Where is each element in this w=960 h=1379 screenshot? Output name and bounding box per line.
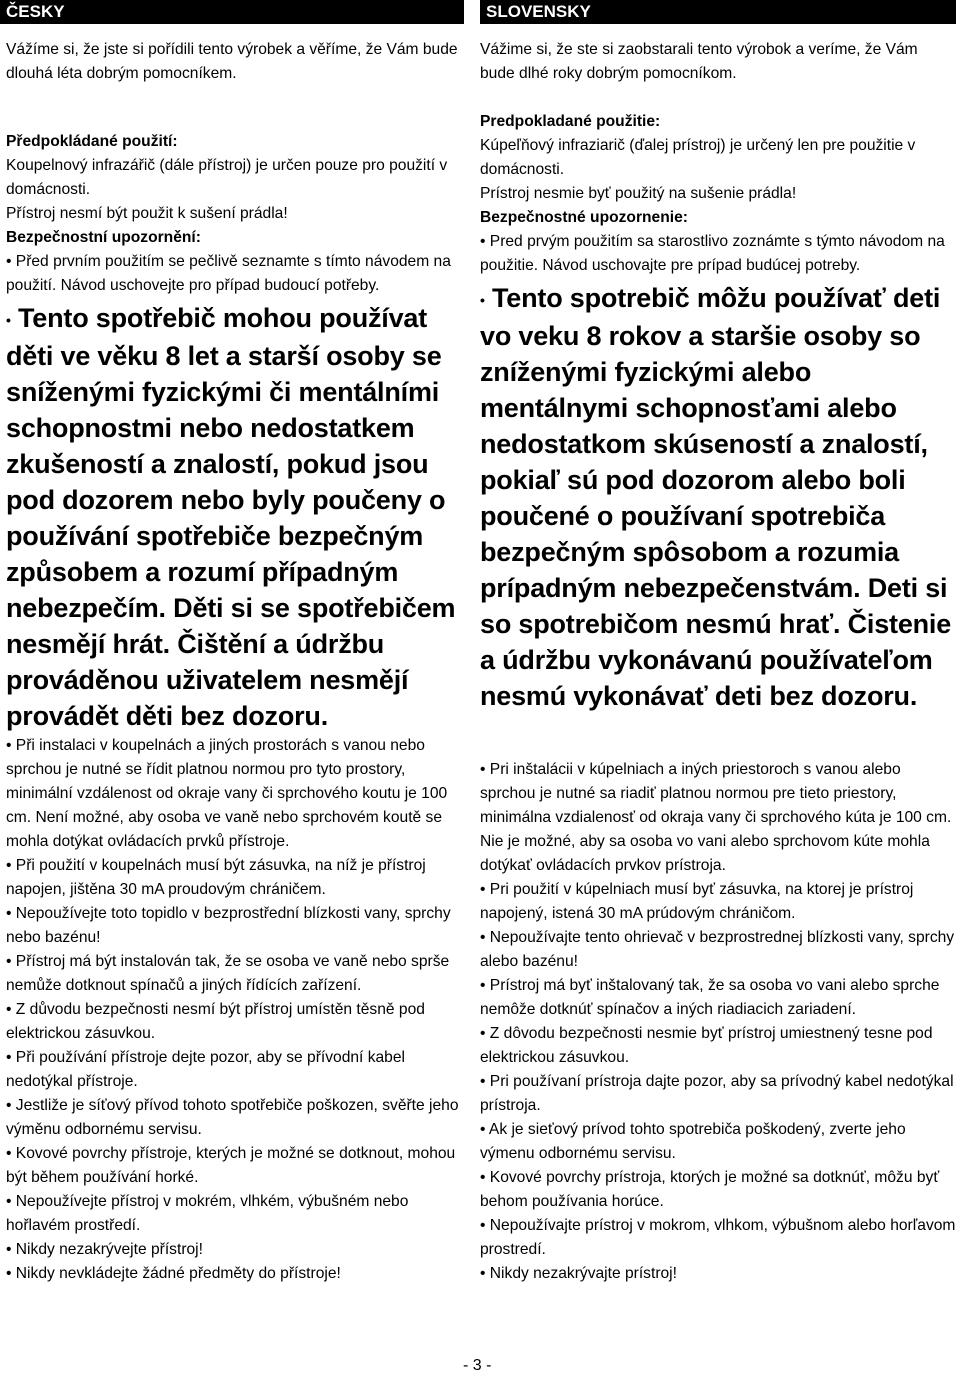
cz-items-list [6,734,476,1286]
slovak-column [480,0,956,1286]
list-item: • Nikdy nevkládejte žádné předměty do přístroje! [6,1264,341,1282]
sk-safety-heading: Bezpečnostné upozornenie: [480,209,688,226]
list-item: • Při instalaci v koupelnách a jiných prostorách s vanou nebo sprchou je nutné se řídit platnou normou pro tyto prostory, minimální vzdálenost od okraje vany či sprchového koutu je 100 cm. Není možné, aby osoba ve vaně nebo sprchovém koutě se mohla dotýkat ovládacích prvků přístroje. [6,736,448,850]
list-item: • Nepoužívejte přístroj v mokrém, vlhkém, výbušném nebo hořlavém prostředí. [6,1192,409,1234]
list-item: • Z důvodu bezpečnosti nesmí být přístroj umístěn těsně pod elektrickou zásuvkou. [6,1000,425,1042]
list-item: • Nepoužívejte toto topidlo v bezprostřední blízkosti vany, sprchy nebo bazénu! [6,904,451,946]
list-item: • Prístroj má byť inštalovaný tak, že sa osoba vo vani alebo sprche nemôže dotknúť spínačov a iných riadiacich zariadení. [480,976,940,1018]
list-item: • Nepoužívajte tento ohrievač v bezprostrednej blízkosti vany, sprchy alebo bazénu! [480,928,955,970]
sk-items-list [480,758,956,1286]
czech-header: ČESKY [0,0,464,24]
list-item: • Přístroj má být instalován tak, že se osoba ve vaně nebo sprše nemůže dotknout spínačů a jiných řídících zařízení. [6,952,450,994]
list-item: • Nepoužívajte prístroj v mokrom, vlhkom, výbušnom alebo horľavom prostredí. [480,1216,956,1258]
sk-intended-heading: Predpokladané použitie: [480,113,661,130]
cz-warning-text: Tento spotřebič mohou používat děti ve věku 8 let a starší osoby se sníženými fyzickými či mentálními schopnostmi nebo nedostatkem zkušeností a znalostí, pokud jsou pod dozorem nebo byly poučeny o používání spotřebiče bezpečným způsobem a rozumí případným nebezpečím. Děti si se spotřebičem nesmějí hrát. Čištění a údržbu prováděnou uživatelem nesmějí provádět děti bez dozoru. [6,303,456,731]
cz-safety-heading: Bezpečnostní upozornění: [6,229,201,246]
sk-no-drying: Prístroj nesmie byť použitý na sušenie prádla! [480,185,797,202]
list-item: • Kovové povrchy přístroje, kterých je možné se dotknout, mohou být během používání horké. [6,1144,456,1186]
sk-warning-text: Tento spotrebič môžu používať deti vo veku 8 rokov a staršie osoby so zníženými fyzickými alebo mentálnymi schopnosťami alebo nedostatkom skúseností a znalostí, pokiaľ sú pod dozorom alebo boli poučené o používaní spotrebiča bezpečným spôsobom a rozumia prípadným nebezpečenstvám. Deti si so spotrebičom nesmú hrať. Čistenie a údržbu vykonávanú používateľom nesmú vykonávať deti bez dozoru. [480,283,952,711]
cz-no-drying: Přístroj nesmí být použit k sušení prádla! [6,205,288,222]
sk-warning [480,280,956,714]
cz-intro: Vážíme si, že jste si pořídili tento výrobek a věříme, že Vám bude dlouhá léta dobrým pomocníkem. [6,41,458,82]
czech-column [0,0,476,1286]
cz-warning [6,300,476,734]
list-item: • Při použití v koupelnách musí být zásuvka, na níž je přístroj napojen, jištěna 30 mA proudovým chráničem. [6,856,426,898]
list-item: • Pri používaní prístroja dajte pozor, aby sa prívodný kabel nedotýkal prístroja. [480,1072,954,1114]
cz-warning-bullet: • [6,311,11,328]
sk-warning-bullet: • [480,291,485,308]
sk-intro: Vážime si, že ste si zaobstarali tento výrobok a veríme, že Vám bude dlhé roky dobrým pomocníkom. [480,41,918,82]
list-item: • Při používání přístroje dejte pozor, aby se přívodní kabel nedotýkal přístroje. [6,1048,405,1090]
sk-intended-text: Kúpeľňový infraziarič (ďalej prístroj) je určený len pre použitie v domácnosti. [480,137,916,178]
slovak-header: SLOVENSKY [480,0,956,24]
list-item: • Kovové povrchy prístroja, ktorých je možné sa dotknúť, môžu byť behom používania horúce. [480,1168,940,1210]
list-item: • Z dôvodu bezpečnosti nesmie byť prístroj umiestnený tesne pod elektrickou zásuvkou. [480,1024,933,1066]
list-item: • Nikdy nezakrývajte prístroj! [480,1264,677,1282]
sk-first-item: • Pred prvým použitím sa starostlivo zoznámte s týmto návodom na použitie. Návod uschovajte pre prípad budúcej potreby. [480,233,945,274]
list-item: • Pri inštalácii v kúpelniach a iných priestoroch s vanou alebo sprchou je nutné sa riadiť platnou normou pre tieto priestory, minimálna vzdialenosť od okraja vany či sprchového kúta je 100 cm. Nie je možné, aby sa osoba vo vani alebo sprchovom kúte mohla dotýkať ovládacích prvkov prístroja. [480,760,952,874]
page-number: - 3 - [463,1357,492,1374]
list-item: • Nikdy nezakrývejte přístroj! [6,1240,203,1258]
cz-intended-heading: Předpokládané použití: [6,133,178,150]
list-item: • Jestliže je síťový přívod tohoto spotřebiče poškozen, svěřte jeho výměnu odbornému servisu. [6,1096,459,1138]
list-item: • Ak je sieťový prívod tohto spotrebiča poškodený, zverte jeho výmenu odbornému servisu. [480,1120,906,1162]
cz-first-item: • Před prvním použitím se pečlivě seznamte s tímto návodem na použití. Návod uschovejte pro případ budoucí potřeby. [6,253,451,294]
cz-intended-text: Koupelnový infrazářič (dále přístroj) je určen pouze pro použití v domácnosti. [6,157,448,198]
list-item: • Pri použití v kúpelniach musí byť zásuvka, na ktorej je prístroj napojený, istená 30 mA prúdovým chráničom. [480,880,914,922]
